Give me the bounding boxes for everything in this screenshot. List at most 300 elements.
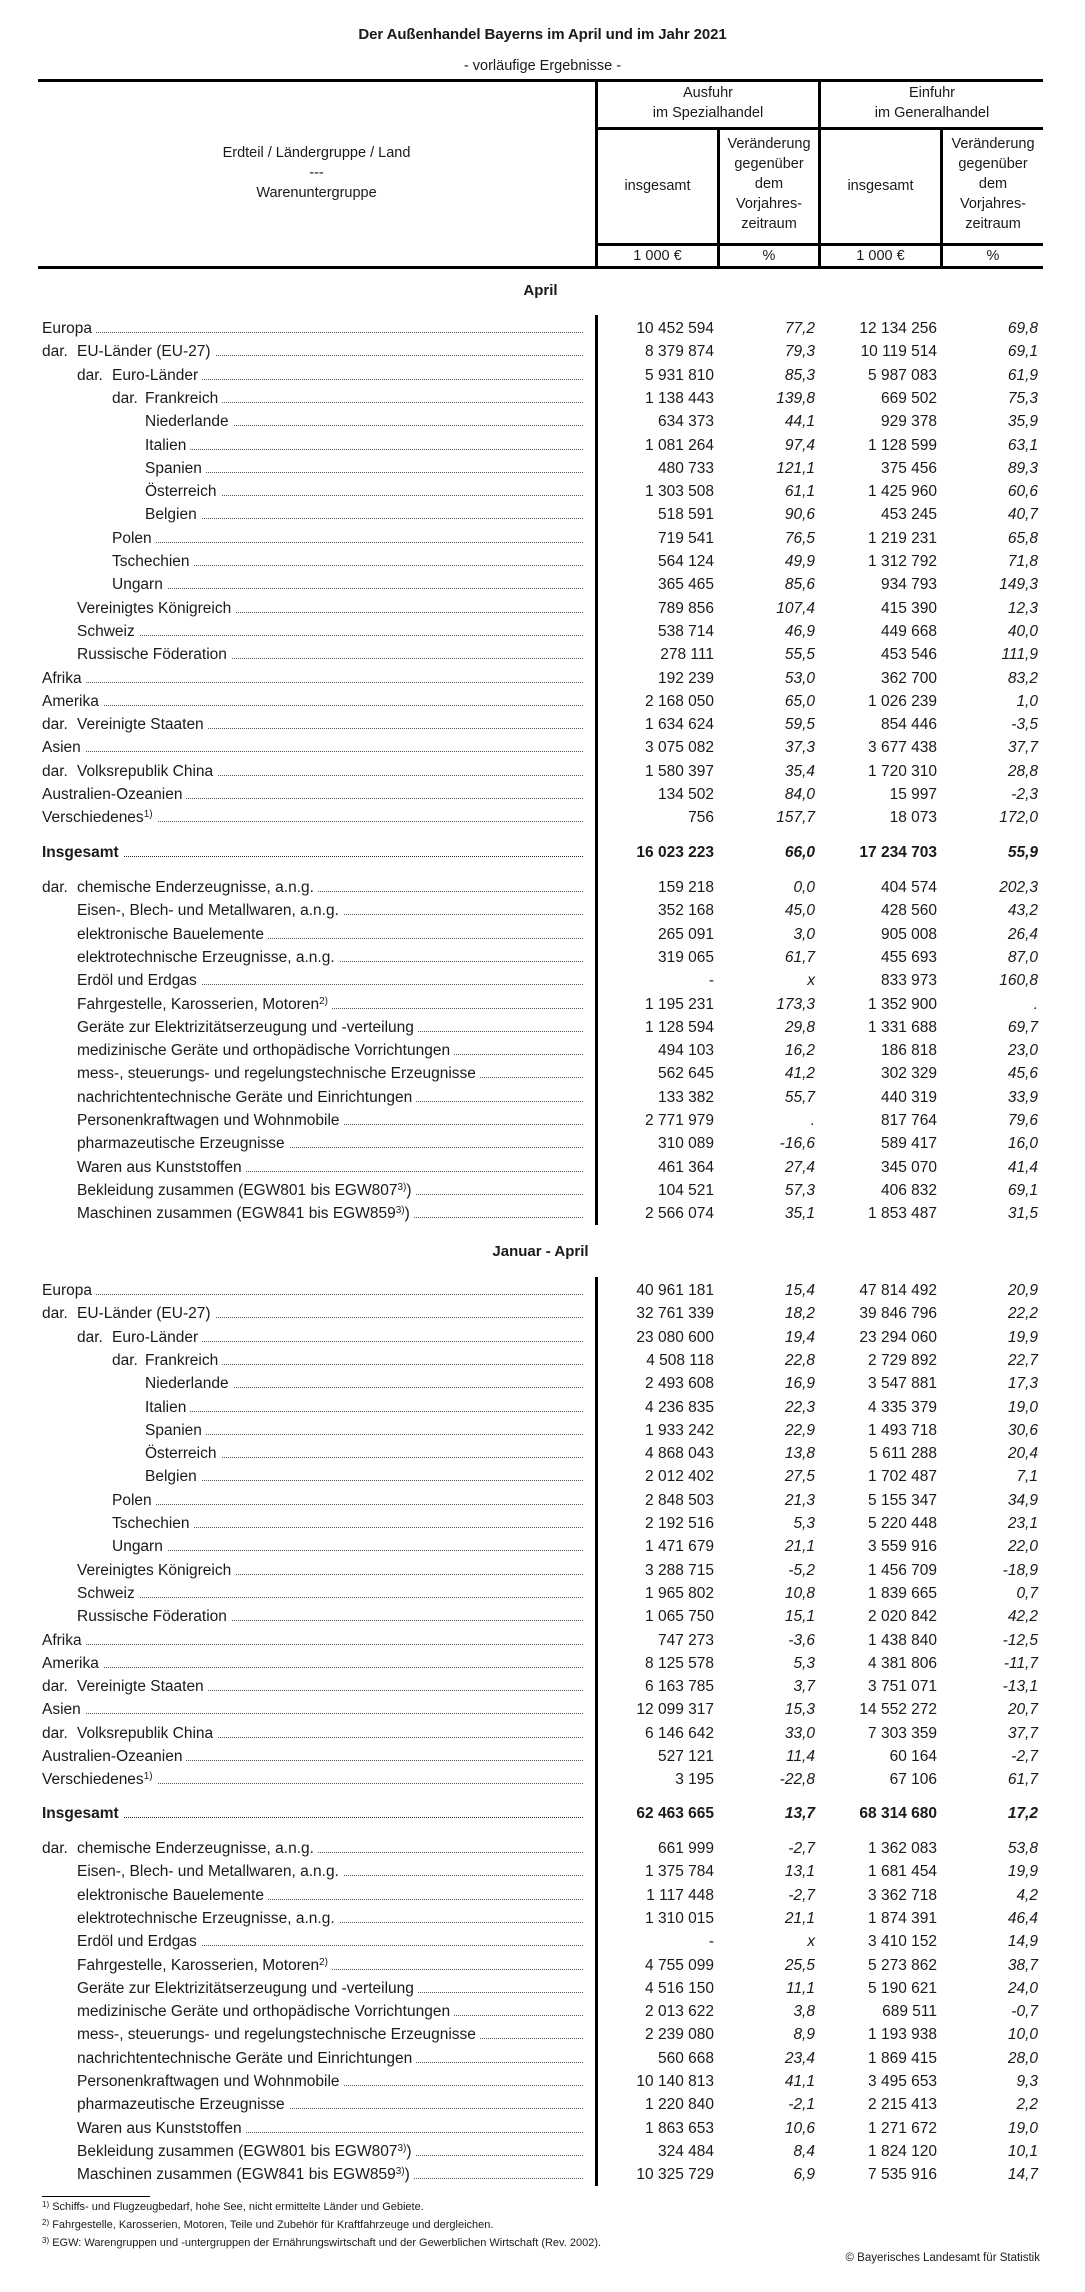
export-change-value: 5,3 — [793, 1654, 815, 1672]
row-label: Europa — [42, 1279, 583, 1302]
export-value: 4 868 043 — [645, 1445, 714, 1463]
import-value: 1 456 709 — [868, 1561, 937, 1579]
export-value: 661 999 — [657, 1840, 714, 1857]
row-label: Amerika — [42, 690, 583, 713]
import-value: 428 560 — [880, 902, 937, 920]
row-label: Personenkraftwagen und Wohnmobile — [77, 1109, 583, 1132]
export-change-value: 33,0 — [784, 1724, 815, 1742]
row-label: elektrotechnische Erzeugnisse, a.n.g. — [77, 946, 583, 969]
total-row — [0, 1802, 1085, 1825]
import-change-value: 19,9 — [1007, 1328, 1038, 1346]
import-change-value: -18,9 — [1002, 1561, 1038, 1579]
import-change-value: -13,1 — [1002, 1678, 1038, 1696]
table-row — [0, 1698, 1085, 1721]
export-change-value: 44,1 — [784, 413, 815, 431]
row-label: Maschinen zusammen (EGW841 bis EGW859$^{3)}$) — [77, 1202, 583, 1225]
export-value: 3 288 715 — [645, 1561, 714, 1579]
dot-leader — [42, 751, 583, 752]
export-value: 1 863 653 — [645, 2119, 714, 2137]
import-change-value: 4,2 — [1016, 1886, 1038, 1904]
row-label: Amerika — [42, 1652, 583, 1675]
import-value: 1 720 310 — [868, 762, 937, 780]
export-value: 10 452 594 — [636, 320, 714, 337]
footnote-marker: 3) — [397, 2142, 407, 2154]
export-value: 104 521 — [657, 1181, 714, 1199]
table-row — [0, 1302, 1085, 1325]
export-change-value: 107,4 — [776, 599, 815, 617]
table-row — [0, 2023, 1085, 2046]
import-change-value: -12,5 — [1002, 1631, 1038, 1649]
row-label: Erdöl und Erdgas — [77, 1930, 583, 1953]
import-change-value: 37,7 — [1007, 739, 1038, 757]
row-label: Tschechien — [112, 550, 583, 573]
import-change-value: 87,0 — [1007, 948, 1038, 966]
import-value: 1 869 415 — [868, 2049, 937, 2067]
row-label: Österreich — [145, 480, 583, 503]
import-change-value: 45,6 — [1007, 1065, 1038, 1083]
page-title: Der Außenhandel Bayerns im April und im Jahr 2021 — [358, 26, 727, 43]
import-value: 68 314 680 — [859, 1805, 937, 1822]
export-value: 12 099 317 — [636, 1701, 714, 1719]
table-row — [0, 667, 1085, 690]
export-change-value: 85,3 — [784, 366, 815, 384]
export-value: 352 168 — [657, 902, 714, 920]
table-row — [0, 713, 1085, 736]
import-change-value: 42,2 — [1007, 1608, 1038, 1626]
import-value: 453 245 — [880, 506, 937, 524]
row-prefix: dar. — [42, 879, 68, 896]
table-row — [0, 527, 1085, 550]
export-change-value: 22,8 — [784, 1351, 815, 1369]
export-value: 2 192 516 — [645, 1515, 714, 1532]
table-row — [0, 1109, 1085, 1132]
export-value: 719 541 — [657, 529, 714, 547]
row-label: Polen — [112, 1489, 583, 1512]
row-label: Australien-Ozeanien — [42, 783, 583, 806]
import-value: 1 331 688 — [868, 1018, 937, 1036]
import-change-value: 20,4 — [1007, 1445, 1038, 1463]
table-row — [0, 1202, 1085, 1225]
row-label: EU-Länder (EU-27) — [77, 1302, 583, 1325]
export-value: 1 138 443 — [645, 389, 714, 407]
table-row — [0, 1745, 1085, 1768]
export-group-header: Ausfuhr im Spezialhandel — [652, 85, 764, 121]
import-change-value: 0,7 — [1016, 1584, 1038, 1602]
import-value: 3 751 071 — [868, 1678, 937, 1696]
row-label: Insgesamt — [42, 1802, 583, 1825]
import-change-value: 69,7 — [1007, 1018, 1038, 1036]
import-change-value: 149,3 — [999, 576, 1038, 594]
table-row — [0, 760, 1085, 783]
table-row — [0, 317, 1085, 340]
import-change-value: 43,2 — [1007, 902, 1038, 920]
import-value: 3 410 152 — [868, 1933, 937, 1951]
import-change-value: 35,9 — [1007, 413, 1038, 431]
row-prefix: dar. — [77, 1328, 103, 1346]
export-change-value: 21,1 — [784, 1909, 815, 1927]
import-value: 60 164 — [889, 1748, 937, 1765]
dot-leader — [42, 682, 583, 683]
import-change-value: 172,0 — [999, 809, 1038, 827]
export-change-value: 27,5 — [784, 1468, 815, 1486]
export-value: 4 508 118 — [646, 1351, 714, 1369]
row-prefix: dar. — [112, 1351, 138, 1369]
footnote-divider — [42, 2196, 150, 2197]
export-value: 324 484 — [657, 2142, 714, 2160]
import-value: 12 134 256 — [859, 320, 937, 337]
dot-leader — [112, 1550, 583, 1551]
import-value: 589 417 — [880, 1135, 937, 1153]
import-change-value: 60,6 — [1007, 483, 1038, 501]
export-value: 2 771 979 — [645, 1112, 714, 1129]
row-label: elektronische Bauelemente — [77, 1884, 583, 1907]
row-label: Belgien — [145, 1465, 583, 1488]
export-change-value: 0,0 — [793, 879, 815, 896]
header-bottom-rule — [38, 266, 1043, 269]
row-label: Verschiedenes$^{1)}$ — [42, 1768, 583, 1791]
footnote-marker: 1) — [143, 809, 153, 821]
export-change-value: 5,3 — [793, 1515, 815, 1532]
export-change-value: -16,6 — [779, 1135, 815, 1153]
export-change-value: 16,9 — [784, 1375, 815, 1393]
table-row — [0, 364, 1085, 387]
export-change-value: 19,4 — [784, 1328, 815, 1346]
import-value: 833 973 — [880, 972, 937, 990]
table-row — [0, 1907, 1085, 1930]
row-label: Afrika — [42, 1629, 583, 1652]
export-change-value: 121,1 — [776, 459, 815, 477]
import-value: 3 547 881 — [868, 1375, 937, 1393]
export-change-value: 3,7 — [793, 1678, 815, 1696]
row-label: medizinische Geräte und orthopädische Vorrichtungen — [77, 2000, 583, 2023]
import-change-value: 61,9 — [1007, 366, 1038, 384]
row-label: elektronische Bauelemente — [77, 923, 583, 946]
total-row — [0, 841, 1085, 864]
import-value: 1 824 120 — [868, 2142, 937, 2160]
row-label: Maschinen zusammen (EGW841 bis EGW859$^{3)}$) — [77, 2163, 583, 2186]
export-change-header: Veränderung gegenüber dem Vorjahres- zeitraum — [727, 136, 811, 232]
table-row — [0, 899, 1085, 922]
export-value: 6 163 785 — [645, 1678, 714, 1696]
export-change-value: -2,7 — [788, 1840, 815, 1857]
row-label: Österreich — [145, 1442, 583, 1465]
table-row — [0, 969, 1085, 992]
table-row — [0, 457, 1085, 480]
export-change-value: x — [807, 1933, 815, 1951]
import-value: 5 987 083 — [868, 366, 937, 384]
export-value: 5 931 810 — [645, 366, 714, 384]
row-label: Tschechien — [112, 1512, 583, 1535]
row-label: Geräte zur Elektrizitätserzeugung und -verteilung — [77, 1016, 583, 1039]
export-change-value: 77,2 — [784, 320, 815, 337]
dot-leader — [42, 705, 583, 706]
dot-leader — [42, 1817, 583, 1818]
export-change-value: 15,1 — [784, 1608, 815, 1626]
import-change-value: 111,9 — [1001, 646, 1038, 664]
export-change-value: 6,9 — [793, 2166, 815, 2184]
import-change-value: -11,7 — [1003, 1654, 1038, 1672]
table-row — [0, 1722, 1085, 1745]
import-value: 5 190 621 — [868, 1979, 937, 1997]
table-row — [0, 1156, 1085, 1179]
table-row — [0, 1442, 1085, 1465]
import-value: 302 329 — [880, 1065, 937, 1083]
export-value: 538 714 — [657, 622, 714, 640]
footnote-marker: 2) — [319, 995, 328, 1007]
import-change-value: -2,7 — [1011, 1748, 1038, 1765]
header-top-rule — [38, 79, 1043, 82]
import-value: 39 846 796 — [859, 1305, 937, 1323]
row-label-header: Erdteil / Ländergruppe / Land --- Warenuntergruppe — [222, 145, 411, 201]
import-change-value: 24,0 — [1007, 1979, 1038, 1997]
export-change-value: 97,4 — [784, 436, 815, 454]
row-label: Volksrepublik China — [77, 1722, 583, 1745]
import-value: 345 070 — [880, 1158, 937, 1176]
import-value: 934 793 — [880, 576, 937, 594]
export-change-value: . — [810, 1112, 815, 1129]
table-row — [0, 1605, 1085, 1628]
export-change-value: 10,6 — [784, 2119, 815, 2137]
export-value: 159 218 — [657, 879, 714, 896]
table-row — [0, 2070, 1085, 2093]
row-label: Eisen-, Blech- und Metallwaren, a.n.g. — [77, 899, 583, 922]
import-value: 1 219 231 — [868, 529, 937, 547]
import-value: 4 381 806 — [868, 1654, 937, 1672]
row-label: Ungarn — [112, 573, 583, 596]
table-row — [0, 736, 1085, 759]
import-change-value: 20,9 — [1007, 1282, 1038, 1299]
row-label: Afrika — [42, 667, 583, 690]
import-change-value: 69,1 — [1007, 1181, 1038, 1199]
section-title: Januar - April — [492, 1243, 589, 1260]
export-value: 756 — [688, 809, 714, 827]
table-row — [0, 1465, 1085, 1488]
row-prefix: dar. — [42, 1305, 68, 1323]
export-value: 4 516 150 — [645, 1979, 714, 1997]
section-title: April — [523, 282, 558, 299]
import-value: 14 552 272 — [859, 1701, 937, 1719]
export-change-value: 11,1 — [785, 1979, 815, 1997]
export-value: 365 465 — [657, 576, 714, 594]
table-row — [0, 1396, 1085, 1419]
import-value: 375 456 — [880, 459, 937, 477]
export-value: 2 239 080 — [645, 2026, 714, 2044]
import-value: 186 818 — [880, 1042, 937, 1060]
footnote-marker: 2) — [319, 1956, 328, 1968]
row-label: EU-Länder (EU-27) — [77, 340, 583, 363]
table-row — [0, 2163, 1085, 2186]
dot-leader — [42, 1294, 583, 1295]
row-label: Europa — [42, 317, 583, 340]
table-row — [0, 1837, 1085, 1860]
import-change-value: 71,8 — [1007, 553, 1038, 570]
import-value: 1 839 665 — [868, 1584, 937, 1602]
import-value: 1 271 672 — [868, 2119, 937, 2137]
import-change-value: 38,7 — [1007, 1956, 1038, 1974]
import-change-value: 69,1 — [1007, 343, 1038, 361]
export-change-value: 8,9 — [793, 2026, 815, 2044]
import-change-value: 34,9 — [1007, 1491, 1038, 1509]
export-value: 16 023 223 — [636, 844, 714, 861]
import-value: 2 215 413 — [868, 2096, 937, 2114]
export-change-value: 22,9 — [784, 1421, 815, 1439]
export-value: 2 566 074 — [645, 1205, 714, 1223]
row-label: Vereinigtes Königreich — [77, 597, 583, 620]
row-label: Vereinigte Staaten — [77, 1675, 583, 1698]
table-row — [0, 1062, 1085, 1085]
row-label: Frankreich — [145, 387, 583, 410]
table-row — [0, 1884, 1085, 1907]
import-value: 415 390 — [880, 599, 937, 617]
import-change-value: 19,0 — [1007, 1398, 1038, 1416]
dot-leader — [145, 518, 583, 519]
import-change-value: 30,6 — [1007, 1421, 1038, 1439]
page-subtitle: - vorläufige Ergebnisse - — [463, 58, 622, 74]
export-value: 310 089 — [657, 1135, 714, 1153]
table-row — [0, 2093, 1085, 2116]
export-value: 23 080 600 — [636, 1328, 714, 1346]
export-value: 1 310 015 — [645, 1909, 714, 1927]
export-value: 480 733 — [657, 459, 714, 477]
import-change-value: 9,3 — [1016, 2073, 1038, 2090]
import-change-value: 1,0 — [1016, 692, 1038, 710]
export-change-value: 22,3 — [784, 1398, 815, 1416]
import-change-value: -2,3 — [1011, 786, 1038, 803]
export-change-value: 46,9 — [784, 622, 815, 640]
export-change-value: 13,1 — [784, 1863, 815, 1881]
export-value: 10 325 729 — [636, 2166, 714, 2184]
import-change-value: 89,3 — [1007, 459, 1038, 477]
export-change-value: 15,4 — [784, 1282, 815, 1299]
export-change-value: 13,8 — [784, 1445, 815, 1463]
table-row — [0, 993, 1085, 1016]
dot-leader — [77, 635, 583, 636]
import-value: 1 128 599 — [868, 436, 937, 454]
export-value: 1 117 448 — [646, 1886, 714, 1904]
import-change-value: 28,8 — [1007, 762, 1038, 780]
row-label: Asien — [42, 1698, 583, 1721]
row-label: elektrotechnische Erzeugnisse, a.n.g. — [77, 1907, 583, 1930]
import-change-value: 31,5 — [1007, 1205, 1038, 1223]
export-change-value: -3,6 — [788, 1631, 815, 1649]
table-row — [0, 923, 1085, 946]
table-row — [0, 340, 1085, 363]
export-change-value: 66,0 — [784, 844, 815, 861]
export-value: 6 146 642 — [645, 1724, 714, 1742]
export-change-value: 173,3 — [776, 995, 815, 1013]
export-value: 32 761 339 — [636, 1305, 714, 1323]
export-value: 2 493 608 — [645, 1375, 714, 1393]
import-value: 669 502 — [880, 389, 937, 407]
table-row — [0, 1489, 1085, 1512]
export-change-value: 79,3 — [784, 343, 815, 361]
export-value: 8 379 874 — [645, 343, 714, 361]
dot-leader — [145, 472, 583, 473]
import-value: 689 511 — [882, 2003, 937, 2021]
import-value: 17 234 703 — [859, 844, 937, 861]
row-label: Ungarn — [112, 1535, 583, 1558]
export-value: 560 668 — [657, 2049, 714, 2067]
row-label: Personenkraftwagen und Wohnmobile — [77, 2070, 583, 2093]
dot-leader — [77, 1597, 583, 1598]
export-change-value: 21,3 — [784, 1491, 815, 1509]
column-divider — [595, 1277, 598, 2186]
export-value: 527 121 — [657, 1748, 714, 1765]
table-row — [0, 1652, 1085, 1675]
footnote-2: $^{2)}$ Fahrgestelle, Karosserien, Motoren, Teile und Zubehör für Kraftfahrzeuge und dergleichen. — [42, 2218, 494, 2231]
export-value: 2 012 402 — [645, 1468, 714, 1486]
import-value: 1 874 391 — [868, 1909, 937, 1927]
export-value: 564 124 — [657, 553, 714, 570]
export-change-value: 3,8 — [793, 2003, 815, 2021]
export-value: 3 075 082 — [645, 739, 714, 757]
import-change-value: 79,6 — [1007, 1112, 1038, 1129]
import-change-value: 33,9 — [1007, 1088, 1038, 1106]
export-value: 40 961 181 — [636, 1282, 714, 1299]
table-row — [0, 783, 1085, 806]
export-change-value: 10,8 — [784, 1584, 815, 1602]
import-change-value: 37,7 — [1007, 1724, 1038, 1742]
import-change-unit: % — [986, 248, 1000, 264]
table-row — [0, 876, 1085, 899]
export-change-value: 13,7 — [784, 1805, 815, 1822]
export-change-value: 76,5 — [784, 529, 815, 547]
export-value: 562 645 — [657, 1065, 714, 1083]
table-row — [0, 1675, 1085, 1698]
import-value: 5 273 862 — [868, 1956, 937, 1974]
row-label: Spanien — [145, 1419, 583, 1442]
import-value: 3 362 718 — [868, 1886, 937, 1904]
dot-leader — [42, 856, 583, 857]
table-row — [0, 1954, 1085, 1977]
import-change-value: 53,8 — [1007, 1840, 1038, 1857]
import-value: 23 294 060 — [859, 1328, 937, 1346]
import-value: 929 378 — [880, 413, 937, 431]
row-label: Euro-Länder — [112, 364, 583, 387]
import-change-value: 22,0 — [1007, 1538, 1038, 1556]
export-value: 1 933 242 — [645, 1421, 714, 1439]
export-value: 4 236 835 — [645, 1398, 714, 1416]
export-value: 1 634 624 — [645, 716, 714, 734]
import-value: 1 193 938 — [868, 2026, 937, 2044]
import-change-value: 19,9 — [1007, 1863, 1038, 1881]
row-label: Niederlande — [145, 410, 583, 433]
import-change-header: Veränderung gegenüber dem Vorjahres- zeitraum — [951, 136, 1035, 232]
table-row — [0, 1016, 1085, 1039]
import-change-value: 65,8 — [1007, 529, 1038, 547]
export-value: 1 220 840 — [645, 2096, 714, 2114]
export-change-value: -2,7 — [788, 1886, 815, 1904]
row-label: Insgesamt — [42, 841, 583, 864]
export-change-value: 15,3 — [784, 1701, 815, 1719]
row-label: Bekleidung zusammen (EGW801 bis EGW807$^{3)}$) — [77, 1179, 583, 1202]
export-change-value: 85,6 — [784, 576, 815, 594]
export-value: 1 965 802 — [645, 1584, 714, 1602]
table-row — [0, 410, 1085, 433]
import-change-value: 55,9 — [1007, 844, 1038, 861]
row-label: Eisen-, Blech- und Metallwaren, a.n.g. — [77, 1860, 583, 1883]
table-row — [0, 1977, 1085, 2000]
table-row — [0, 1419, 1085, 1442]
export-value: 192 239 — [657, 669, 714, 687]
import-change-value: 14,7 — [1007, 2166, 1038, 2184]
row-label: pharmazeutische Erzeugnisse — [77, 2093, 583, 2116]
export-value: 1 580 397 — [645, 762, 714, 780]
table-row — [0, 480, 1085, 503]
export-change-value: 3,0 — [793, 925, 815, 943]
import-value: 905 008 — [880, 925, 937, 943]
export-change-value: 23,4 — [784, 2049, 815, 2067]
